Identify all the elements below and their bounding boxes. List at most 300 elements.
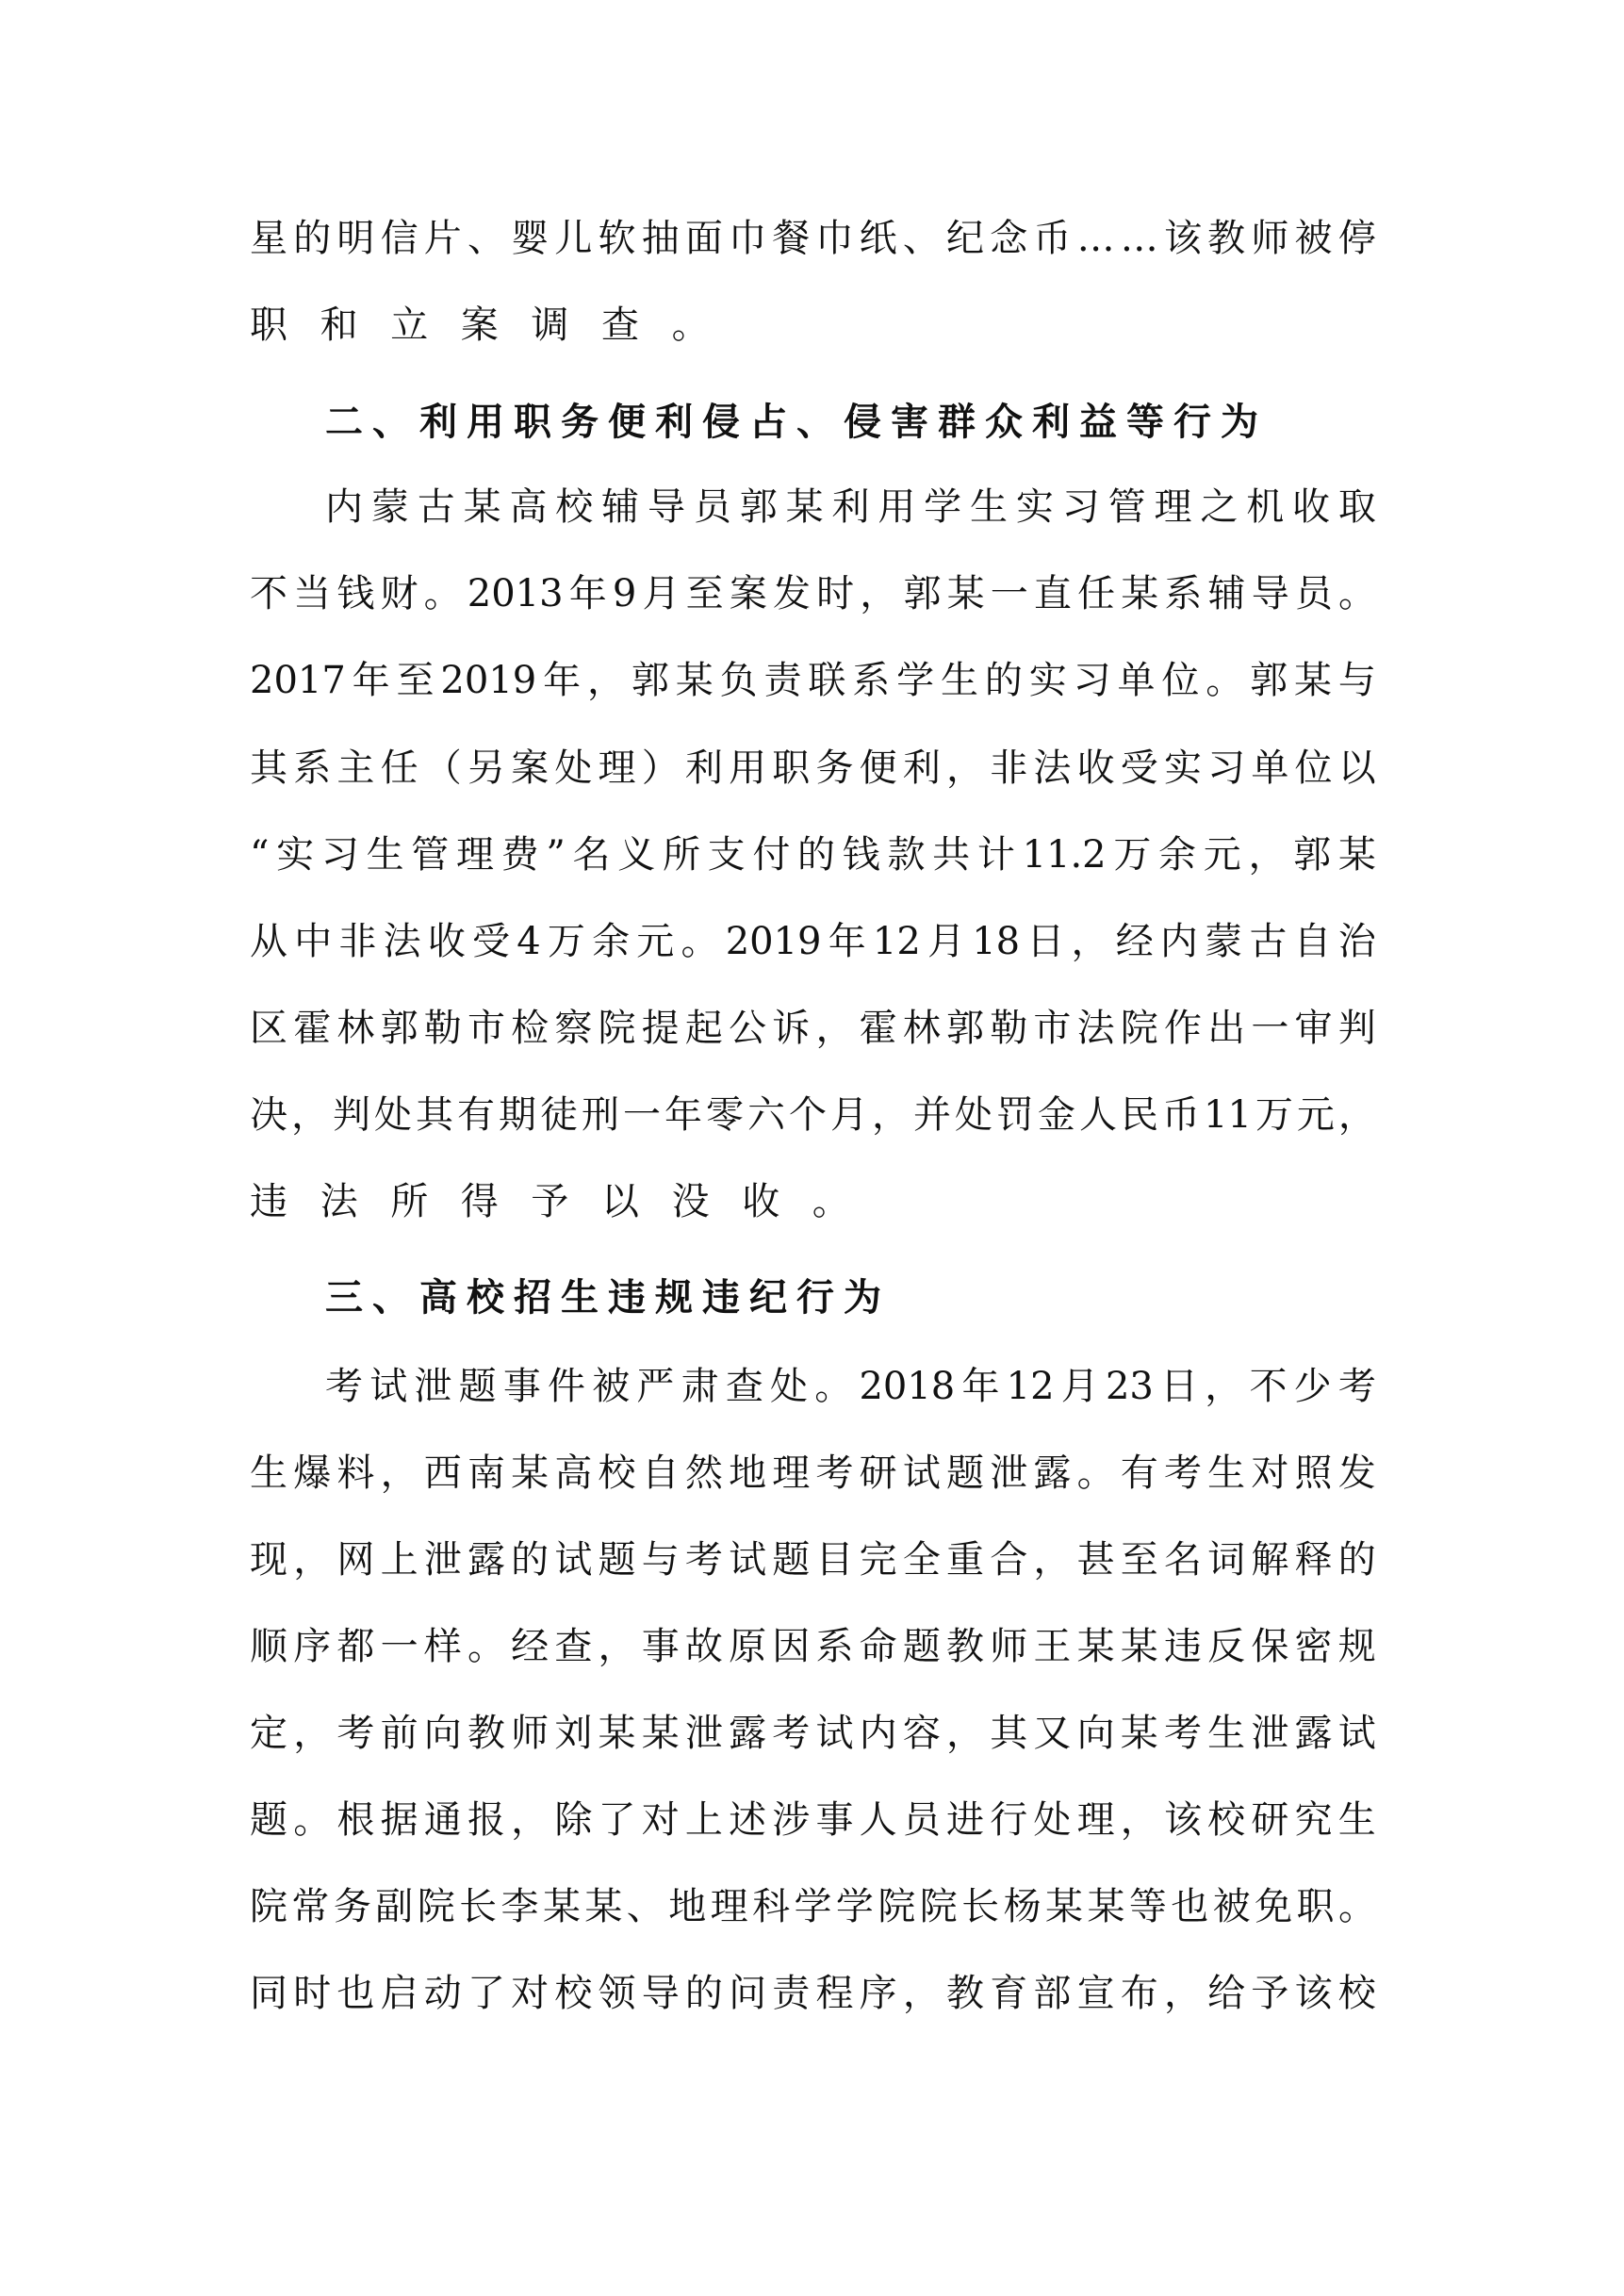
text-glyph: 时 [293, 1972, 332, 2015]
text-glyph: 自 [1293, 920, 1332, 963]
text-glyph: 至 [685, 572, 724, 615]
text-glyph: 发 [772, 572, 811, 615]
text-glyph: 23 [1105, 1365, 1154, 1408]
text-glyph: 财 [380, 572, 418, 615]
text-glyph: 理 [598, 746, 636, 790]
text-glyph: 法 [1033, 746, 1072, 790]
text-glyph: 理 [455, 833, 494, 877]
body-text-line [250, 1707, 1376, 1760]
section-heading-2: 二、利用职务便利侵占、侵害群众利益等行为 [325, 401, 1268, 444]
text-glyph: 院 [878, 1885, 916, 1928]
text-glyph: 2013 [467, 572, 564, 615]
text-glyph: 故 [684, 1625, 723, 1668]
text-glyph: 顺 [250, 1625, 287, 1668]
text-glyph: 肃 [681, 1365, 719, 1408]
text-glyph: 试 [554, 1538, 593, 1582]
text-glyph: 。 [423, 572, 462, 615]
text-glyph: 蒙 [1205, 920, 1243, 963]
text-glyph: 。 [1076, 1451, 1115, 1495]
text-glyph: 直 [1033, 572, 1072, 615]
text-glyph: 2018 [859, 1365, 956, 1408]
text-glyph: 郭 [1293, 833, 1332, 877]
text-glyph: 对 [1251, 1451, 1289, 1495]
text-glyph: 件 [548, 1365, 586, 1408]
text-glyph: 某 [463, 485, 501, 529]
text-glyph: 年 [352, 659, 390, 702]
text-glyph: 当 [293, 572, 332, 615]
text-glyph: 根 [336, 1798, 375, 1842]
text-glyph: 刘 [554, 1712, 593, 1755]
text-glyph: 泄 [1251, 1712, 1289, 1755]
text-glyph: 所 [662, 833, 700, 877]
text-glyph: 某 [641, 1712, 680, 1755]
text-glyph: 校 [1337, 1972, 1376, 2015]
text-glyph: 其 [250, 746, 287, 790]
text-glyph: 露 [729, 1712, 767, 1755]
text-glyph: 某 [584, 1885, 623, 1928]
text-glyph: 、 [467, 217, 505, 260]
text-glyph: 日 [1026, 920, 1065, 963]
text-glyph: 务 [333, 1885, 371, 1928]
text-glyph: 通 [423, 1798, 462, 1842]
text-glyph: 念 [990, 217, 1028, 260]
text-glyph: 研 [1251, 1798, 1289, 1842]
text-glyph: 免 [1255, 1885, 1293, 1928]
text-glyph: 自 [641, 1451, 680, 1495]
text-glyph: ， [586, 659, 625, 702]
text-glyph: 币 [1033, 217, 1072, 260]
text-glyph: 付 [752, 833, 791, 877]
text-glyph: 万 [1113, 833, 1152, 877]
text-glyph: 负 [719, 659, 758, 702]
section-heading-3: 三、高校招生违规违纪行为 [325, 1276, 891, 1320]
text-glyph: 并 [913, 1093, 951, 1137]
text-glyph: 的 [1337, 1538, 1376, 1582]
text-glyph: 序 [293, 1625, 332, 1668]
text-glyph: 领 [598, 1972, 636, 2015]
text-glyph: 受 [1120, 746, 1158, 790]
text-glyph: 万 [1255, 1093, 1293, 1137]
text-glyph: ， [860, 572, 898, 615]
text-glyph: 年 [664, 1093, 702, 1137]
text-glyph: 职 [772, 746, 811, 790]
text-glyph: 郭 [739, 485, 778, 529]
text-glyph: 理 [1076, 1798, 1115, 1842]
text-glyph: 元 [1203, 833, 1241, 877]
text-glyph: 科 [752, 1885, 791, 1928]
text-glyph: 实 [1163, 746, 1202, 790]
text-glyph: 泄 [423, 1538, 462, 1582]
text-glyph: 面 [684, 217, 723, 260]
text-glyph: 全 [902, 1538, 941, 1582]
text-glyph: 2019 [440, 659, 537, 702]
text-glyph: 月 [927, 920, 965, 963]
text-glyph: 理 [772, 1451, 811, 1495]
text-glyph: 元 [1296, 1093, 1335, 1137]
text-glyph: 案 [729, 572, 767, 615]
text-glyph: 古 [417, 485, 455, 529]
text-glyph: 上 [684, 1798, 723, 1842]
text-glyph: 检 [511, 1007, 550, 1050]
text-glyph: 4 [517, 920, 541, 963]
text-glyph: 系 [815, 1625, 854, 1668]
text-glyph: 教 [946, 1625, 984, 1668]
body-text-line [250, 1794, 1376, 1846]
body-text-line [250, 654, 1376, 707]
text-glyph: 勒 [990, 1007, 1028, 1050]
text-glyph: 金 [1038, 1093, 1075, 1137]
text-glyph: ， [1337, 1093, 1376, 1137]
text-glyph: 内 [325, 485, 363, 529]
text-glyph: 高 [509, 485, 548, 529]
text-glyph: 题 [772, 1538, 811, 1582]
text-glyph: 纪 [946, 217, 984, 260]
text-glyph: 地 [729, 1451, 767, 1495]
text-glyph: 2019 [725, 920, 822, 963]
text-glyph: 某 [785, 485, 824, 529]
text-glyph: 位 [1161, 659, 1200, 702]
text-glyph: 一 [1251, 1007, 1289, 1050]
text-glyph: 币 [1162, 1093, 1200, 1137]
body-text-line [250, 567, 1376, 620]
text-glyph: 管 [1107, 485, 1146, 529]
text-glyph: ， [1163, 1972, 1202, 2015]
text-glyph: 报 [467, 1798, 505, 1842]
text-glyph: 人 [1079, 1093, 1117, 1137]
text-glyph: 罚 [996, 1093, 1034, 1137]
text-glyph: 照 [1294, 1451, 1333, 1495]
text-glyph: ） [641, 746, 680, 790]
text-glyph: 诉 [772, 1007, 811, 1050]
text-glyph: 生 [1337, 1798, 1376, 1842]
text-glyph: 某 [542, 1885, 581, 1928]
text-glyph: 题 [946, 1451, 984, 1495]
text-glyph: 实 [1028, 659, 1067, 702]
text-glyph: 务 [815, 746, 854, 790]
text-glyph: 都 [336, 1625, 375, 1668]
text-glyph: 11 [1204, 1093, 1252, 1137]
text-glyph: 某 [675, 659, 714, 702]
text-glyph: ， [291, 1093, 329, 1137]
text-glyph: 市 [467, 1007, 505, 1050]
text-glyph: 系 [852, 659, 891, 702]
text-glyph: 刑 [582, 1093, 619, 1137]
text-glyph: 18 [972, 920, 1021, 963]
text-glyph: 样 [423, 1625, 462, 1668]
body-text-line: 职和立案调查。 [250, 303, 743, 347]
text-glyph: 另 [467, 746, 505, 790]
text-glyph: 查 [725, 1365, 763, 1408]
text-glyph: 中 [294, 920, 333, 963]
text-glyph: 保 [1251, 1625, 1289, 1668]
text-glyph: 人 [859, 1798, 897, 1842]
text-glyph: 进 [946, 1798, 984, 1842]
text-glyph: 向 [1076, 1712, 1115, 1755]
text-glyph: ， [511, 1798, 550, 1842]
text-glyph: 少 [1293, 1365, 1332, 1408]
text-glyph: 长 [961, 1885, 1000, 1928]
text-glyph: 师 [990, 1625, 1028, 1668]
text-glyph: 定 [250, 1712, 287, 1755]
text-glyph: 导 [1251, 572, 1289, 615]
text-glyph: 个 [789, 1093, 827, 1137]
text-glyph: 职 [1296, 1885, 1335, 1928]
text-glyph: 郭 [946, 1007, 984, 1050]
text-glyph: 。 [681, 920, 719, 963]
text-glyph: 南 [467, 1451, 505, 1495]
text-glyph: 某 [1076, 1625, 1115, 1668]
text-glyph: 了 [598, 1798, 636, 1842]
text-glyph: 收 [427, 920, 466, 963]
text-glyph: 王 [1033, 1625, 1072, 1668]
text-glyph: 合 [990, 1538, 1028, 1582]
text-glyph: 试 [729, 1538, 767, 1582]
text-glyph: 某 [1121, 572, 1159, 615]
text-glyph: 计 [976, 833, 1015, 877]
text-glyph: 某 [1120, 1712, 1158, 1755]
text-glyph: 的 [797, 833, 836, 877]
text-glyph: ， [1071, 920, 1109, 963]
text-glyph: 任 [380, 746, 418, 790]
body-text-line [250, 1967, 1376, 2020]
text-glyph: “ [250, 833, 270, 877]
text-glyph: 布 [1120, 1972, 1158, 2015]
text-glyph: 余 [1158, 833, 1197, 877]
text-glyph: 一 [990, 572, 1028, 615]
text-glyph: 处 [1033, 1798, 1072, 1842]
text-glyph: 支 [707, 833, 746, 877]
text-glyph: 利 [684, 746, 723, 790]
text-glyph: 研 [859, 1451, 897, 1495]
text-glyph: 郭 [380, 1007, 418, 1050]
text-glyph: 不 [250, 572, 287, 615]
text-glyph: 原 [729, 1625, 767, 1668]
text-glyph: 处 [554, 746, 593, 790]
text-glyph: 考 [1337, 1365, 1376, 1408]
text-glyph: 学 [924, 485, 962, 529]
text-glyph: 郭 [631, 659, 669, 702]
text-glyph: 经 [1115, 920, 1154, 963]
text-glyph: 12 [1006, 1365, 1055, 1408]
text-glyph: 泄 [684, 1712, 723, 1755]
body-text-line [325, 481, 1376, 533]
text-glyph: 行 [990, 1798, 1028, 1842]
text-glyph: 。 [1206, 659, 1244, 702]
text-glyph: 某 [1120, 1625, 1158, 1668]
text-glyph: 系 [1164, 572, 1203, 615]
text-glyph: 不 [1249, 1365, 1288, 1408]
text-glyph: 某 [1045, 1885, 1084, 1928]
text-glyph: ， [815, 1007, 854, 1050]
text-glyph: 治 [1337, 920, 1376, 963]
text-glyph: 停 [1337, 217, 1376, 260]
text-glyph: 生 [1207, 1451, 1246, 1495]
text-glyph: 纸 [859, 217, 897, 260]
text-glyph: 院 [919, 1885, 958, 1928]
text-glyph: 蒙 [370, 485, 409, 529]
text-glyph: 六 [747, 1093, 785, 1137]
text-glyph: 考 [772, 1712, 811, 1755]
text-glyph: 校 [555, 485, 594, 529]
text-glyph: 教 [946, 1972, 984, 2015]
text-glyph: 事 [502, 1365, 541, 1408]
text-glyph: 育 [990, 1972, 1028, 2015]
text-glyph: 给 [1207, 1972, 1246, 2015]
text-glyph: 。 [293, 1798, 332, 1842]
body-text-line [250, 1002, 1376, 1055]
text-glyph: 料 [336, 1451, 375, 1495]
text-glyph: 程 [815, 1972, 854, 2015]
text-glyph: 责 [763, 659, 802, 702]
text-glyph: 宣 [1076, 1972, 1115, 2015]
text-glyph: 员 [1294, 572, 1333, 615]
text-glyph: 查 [554, 1625, 593, 1668]
text-glyph: 利 [831, 485, 870, 529]
text-glyph: 郭 [903, 572, 942, 615]
text-glyph: 前 [380, 1712, 418, 1755]
text-glyph: ， [1248, 833, 1287, 877]
text-glyph: 地 [668, 1885, 707, 1928]
text-glyph: 案 [511, 746, 550, 790]
text-glyph: 。 [814, 1365, 853, 1408]
text-glyph: 单 [1117, 659, 1156, 702]
text-glyph: 除 [554, 1798, 593, 1842]
text-glyph: 非 [338, 920, 377, 963]
text-glyph: 某 [598, 1712, 636, 1755]
text-glyph: 试 [1337, 1712, 1376, 1755]
text-glyph: ， [1033, 1538, 1072, 1582]
text-glyph: 考 [336, 1712, 375, 1755]
text-glyph: 习 [320, 833, 359, 877]
text-glyph: 徒 [540, 1093, 578, 1137]
text-glyph: 某 [946, 572, 985, 615]
text-glyph: 儿 [554, 217, 593, 260]
text-glyph: 月 [642, 572, 681, 615]
text-glyph: 12 [872, 920, 921, 963]
text-glyph: 院 [598, 1007, 636, 1050]
text-glyph: 常 [291, 1885, 330, 1928]
text-glyph: 时 [816, 572, 855, 615]
text-glyph: 单 [1251, 746, 1289, 790]
text-glyph: 生 [970, 485, 1009, 529]
body-text-line [250, 828, 1376, 881]
text-glyph: 考 [1163, 1451, 1202, 1495]
text-glyph: 上 [380, 1538, 418, 1582]
text-glyph: 校 [554, 1972, 593, 2015]
text-glyph: 其 [990, 1712, 1028, 1755]
text-glyph: 名 [572, 833, 611, 877]
text-glyph: 涉 [772, 1798, 811, 1842]
text-glyph: 义 [617, 833, 656, 877]
text-glyph: 钱 [336, 572, 375, 615]
body-text-line [250, 212, 1376, 265]
text-glyph: 师 [511, 1712, 550, 1755]
text-glyph: 月 [1060, 1365, 1099, 1408]
text-glyph: 学 [835, 1885, 874, 1928]
body-text-line [325, 1360, 1376, 1413]
text-glyph: 勒 [423, 1007, 462, 1050]
text-glyph: 爆 [293, 1451, 332, 1495]
text-glyph: 收 [1292, 485, 1331, 529]
text-glyph: 、 [902, 217, 941, 260]
text-glyph: 员 [693, 485, 731, 529]
text-glyph: 师 [1251, 217, 1289, 260]
text-glyph: ， [598, 1625, 636, 1668]
text-glyph: 题 [458, 1365, 497, 1408]
text-glyph: 受 [472, 920, 511, 963]
text-glyph: 年 [543, 659, 582, 702]
text-glyph: 期 [499, 1093, 536, 1137]
text-glyph: 该 [1163, 217, 1202, 260]
text-glyph: ， [946, 1712, 984, 1755]
text-glyph: 钱 [842, 833, 880, 877]
text-glyph: ， [902, 1972, 941, 2015]
text-glyph: 至 [396, 659, 435, 702]
text-glyph: 共 [932, 833, 971, 877]
text-glyph: 长 [459, 1885, 498, 1928]
text-glyph: 校 [1207, 1798, 1246, 1842]
text-glyph: 动 [423, 1972, 462, 2015]
text-glyph: 管 [411, 833, 450, 877]
text-glyph: 导 [648, 485, 686, 529]
text-glyph: 考 [325, 1365, 363, 1408]
text-glyph: 的 [984, 659, 1023, 702]
text-glyph: 该 [1163, 1798, 1202, 1842]
text-glyph: 试 [369, 1365, 408, 1408]
text-glyph: 的 [293, 217, 332, 260]
text-glyph: 。 [1337, 1885, 1376, 1928]
text-glyph: ， [946, 746, 984, 790]
text-glyph: 提 [641, 1007, 680, 1050]
text-glyph: 片 [423, 217, 462, 260]
text-glyph: 考 [684, 1538, 723, 1582]
text-glyph: 辅 [601, 485, 640, 529]
text-glyph: 事 [641, 1625, 680, 1668]
text-glyph: 公 [729, 1007, 767, 1050]
text-glyph: 某 [1337, 833, 1376, 877]
text-glyph: 联 [808, 659, 846, 702]
text-glyph: 内 [859, 1712, 897, 1755]
text-glyph: 。 [1338, 572, 1376, 615]
text-glyph: 泄 [990, 1451, 1028, 1495]
text-glyph: 试 [902, 1451, 941, 1495]
text-glyph: 副 [375, 1885, 414, 1928]
text-glyph: 作 [1163, 1007, 1202, 1050]
text-glyph: 教 [467, 1712, 505, 1755]
text-glyph: 非 [990, 746, 1028, 790]
text-glyph: 序 [859, 1972, 897, 2015]
text-glyph: 处 [770, 1365, 809, 1408]
text-glyph: 取 [1337, 485, 1376, 529]
text-glyph: 费 [500, 833, 539, 877]
text-glyph: 词 [1207, 1538, 1246, 1582]
text-glyph: 用 [729, 746, 767, 790]
text-glyph: ， [293, 1712, 332, 1755]
text-glyph: 、 [626, 1885, 664, 1928]
text-glyph: 导 [641, 1972, 680, 2015]
text-glyph: 辅 [1207, 572, 1246, 615]
text-glyph: 又 [1033, 1712, 1072, 1755]
text-glyph: 考 [815, 1451, 854, 1495]
text-glyph: 巾 [815, 217, 854, 260]
text-glyph: 某 [511, 1451, 550, 1495]
text-glyph: 生 [366, 833, 404, 877]
text-glyph: 院 [250, 1885, 287, 1928]
text-glyph: 之 [1200, 485, 1239, 529]
text-glyph: 生 [1207, 1712, 1246, 1755]
text-glyph: 与 [641, 1538, 680, 1582]
body-text-line [250, 1447, 1376, 1500]
